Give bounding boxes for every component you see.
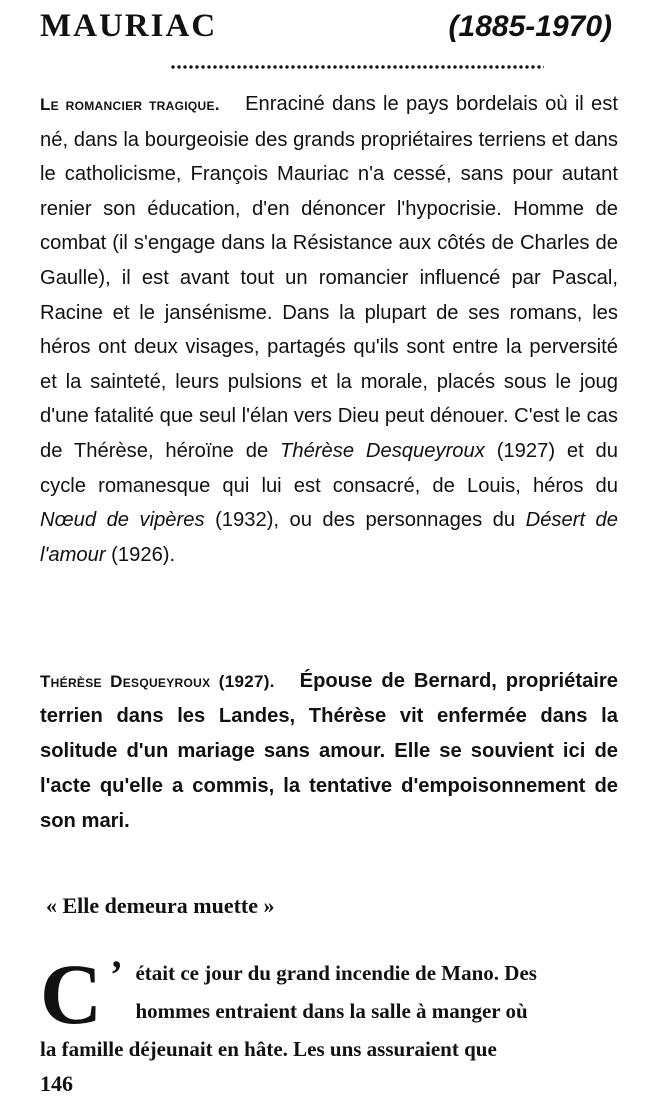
intro-text-2: (1927) et du cycle romanesque qui lui est consacré, de Louis, héros du [40, 439, 619, 497]
extract-line: la famille déjeunait en hâte. Les uns assuraient que [40, 1037, 497, 1061]
intro-title-therese: Thérèse Desqueyroux [280, 439, 485, 462]
intro-text-4: (1926). [111, 543, 176, 566]
author-name: MAURIAC [40, 8, 218, 44]
intro-text-3: (1932), ou des personnages du [215, 509, 516, 532]
extract-line: était ce jour du grand incendie de Mano. Des [135, 961, 537, 985]
intro-title-desert: Désert de l'amour [40, 509, 618, 566]
author-dates: (1885-1970) [448, 10, 612, 43]
extract-intro-text: Épouse de Bernard, propriétaire terrien dans les Landes, Thérèse vit enfermée dans la solitude d'un mariage sans amour. Elle se souvient ici de l'acte qu'elle a commis, la tentative d'empoisonnement de son mari. [40, 670, 618, 832]
intro-paragraph [40, 87, 618, 572]
page-number: 146 [40, 1071, 73, 1096]
extract-line: hommes entraient dans la salle à manger où [135, 998, 528, 1023]
intro-title-noeud: Nœud de vipères [40, 509, 205, 532]
dotted-separator [170, 64, 544, 70]
drop-cap: C [40, 946, 103, 1042]
intro-text-1: Enraciné dans le pays bordelais où il est né, dans la bourgeoisie des grands propriétaires terriens et dans le catholicisme, François Mauriac n'a cessé, sans pour autant renier son éducation, d'en dénoncer l'hypocrisie. Homme de combat (il s'engage dans la Résistance aux côtés de Charles de Gaulle), il est avant tout un romancier influencé par Pascal, Racine et le jansénisme. Dans la plupart de ses romans, les héros ont deux visages, partagés qu'ils sont entre la perversité et la sainteté, leurs pulsions et la morale, placés sous le joug d'une fatalité que seul l'élan vers Dieu peut dénouer. C'est le cas de Thérèse, héroïne de [40, 93, 618, 462]
extract-introduction [40, 664, 618, 839]
intro-heading: Le romancier tragique. [40, 95, 220, 114]
extract-intro-heading: Thérèse Desqueyroux (1927). [40, 672, 275, 691]
extract-title: « Elle demeura muette » [46, 893, 275, 918]
drop-cap-apostrophe: ’ [108, 952, 122, 997]
extract-text [40, 946, 618, 1069]
